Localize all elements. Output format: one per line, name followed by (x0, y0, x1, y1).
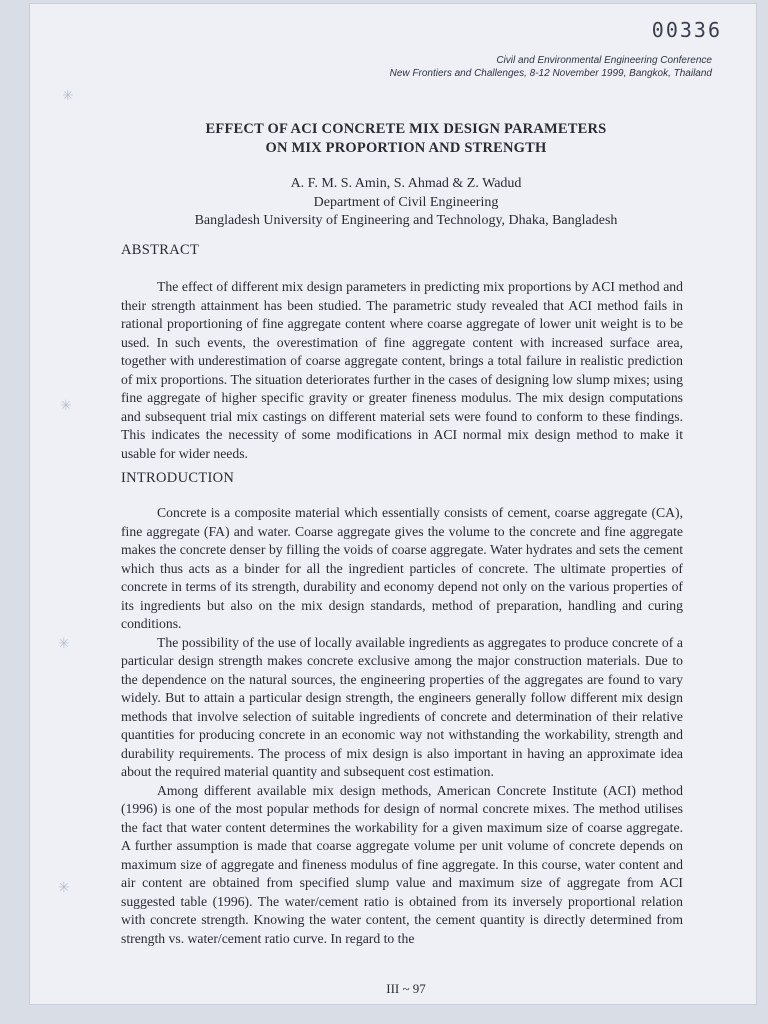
scan-artifact: ✳ (60, 398, 72, 414)
author-university: Bangladesh University of Engineering and Technology, Dhaka, Bangladesh (194, 213, 618, 228)
paper-title (120, 120, 692, 158)
scan-artifact: ✳ (58, 880, 70, 896)
page-id: 00336 (651, 18, 722, 42)
abstract-body (121, 278, 683, 463)
author-names: A. F. M. S. Amin, S. Ahmad & Z. Wadud (290, 176, 522, 191)
intro-paragraph-3: Among different available mix design methods, American Concrete Institute (ACI) method (1996) is one of the most popular methods for design of normal concrete mixes. The method utilises the fact that water content determines the workability for a given maximum size of coarse aggregate. A further assumption is made that coarse aggregate volume per unit volume of concrete depends on maximum size of aggregate and fineness modulus of fine aggregate. In this course, water content and air content are obtained from specified slump value and maximum size of aggregate from ACI suggested table (1996). The water/cement ratio is obtained from its inversely proportional relation with concrete strength. Knowing the water content, the cement quantity is directly determined from strength vs. water/cement ratio curve. In regard to the (121, 782, 683, 946)
intro-paragraph-1: Concrete is a composite material which essentially consists of cement, coarse aggregate (CA), fine aggregate (FA) and water. Coarse aggregate gives the volume to the concrete and fine aggregate makes the concrete denser by filling the voids of coarse aggregate. Water hydrates and sets the cement which thus acts as a binder for all the ingredient particles of concrete. The ultimate properties of concrete in terms of its strength, durability and economy depend not only on the various properties of its ingredients but also on the mix design standards, method of preparation, handling and curing conditions. (121, 505, 683, 631)
intro-paragraph-2: The possibility of the use of locally available ingredients as aggregates to produce concrete of a particular design strength makes concrete exclusive among the major construction materials. Due to the dependence on the natural sources, the engineering properties of the aggregates are found to vary widely. But to attain a particular design strength, the engineers generally follow different mix design methods that involve selection of suitable ingredients of concrete and determination of their relative quantities for producing concrete in an economic way not withstanding the workability, strength and durability requirements. The process of mix design is also important in having an approximate idea about the required material quantity and subsequent cost estimation. (121, 634, 683, 779)
introduction-heading: INTRODUCTION (121, 470, 235, 486)
page-number: III ~ 97 (386, 981, 426, 996)
conference-name: Civil and Environmental Engineering Conference (496, 55, 712, 66)
abstract-text: The effect of different mix design parameters in predicting mix proportions by ACI method and their strength attainment has been studied. The parametric study revealed that ACI method fails in rational proportioning of fine aggregate content where coarse aggregate of lower unit weight is to be used. In such events, the overestimation of fine aggregate content with increased surface area, together with underestimation of coarse aggregate content, brings a total failure in realistic prediction of mix proportions. The situation deteriorates further in the cases of designing low slump mixes; using fine aggregate of higher specific gravity or greater fineness modulus. The mix design computations and subsequent trial mix castings on different material sets were found to conform to these findings. This indicates the necessity of some modifications in ACI normal mix design method to make it usable for wider needs. (121, 279, 683, 461)
conference-header (390, 54, 712, 80)
abstract-heading: ABSTRACT (121, 242, 200, 258)
conference-details: New Frontiers and Challenges, 8-12 November 1999, Bangkok, Thailand (389, 68, 712, 79)
title-line-2: ON MIX PROPORTION AND STRENGTH (265, 140, 547, 156)
scan-artifact: ✳ (58, 636, 70, 652)
author-department: Department of Civil Engineering (313, 194, 499, 210)
title-line-1: EFFECT OF ACI CONCRETE MIX DESIGN PARAMETERS (205, 121, 607, 137)
scan-artifact: ✳ (62, 88, 74, 104)
introduction-body (121, 504, 683, 948)
author-block (120, 175, 692, 231)
